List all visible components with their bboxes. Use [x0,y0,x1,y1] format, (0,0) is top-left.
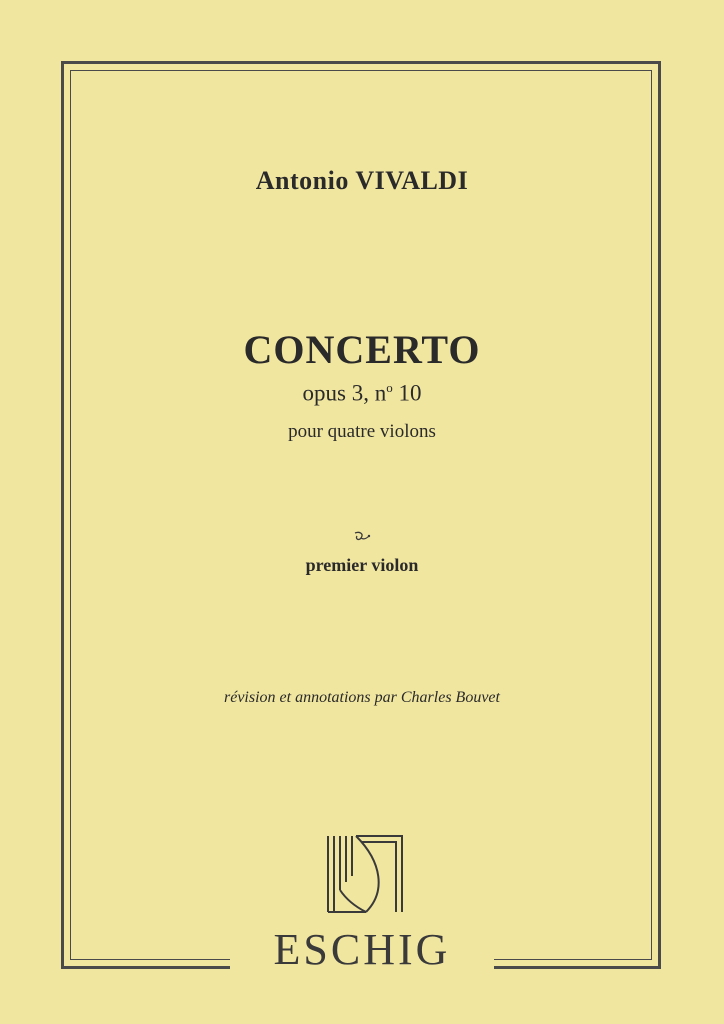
publisher-name: ESCHIG [273,925,451,974]
opus-suffix: 10 [392,380,422,406]
opus-number [0,380,724,407]
fleuron-icon [352,530,372,546]
opus-superscript: o [386,380,393,395]
instrumentation: pour quatre violons [288,421,436,442]
part-name: premier violon [305,555,419,575]
revision-credit: révision et annotations par Charles Bouvet [224,689,500,706]
eschig-logo-icon [322,832,406,916]
opus-prefix: opus 3, n [302,380,387,406]
composer-name: Antonio VIVALDI [255,166,469,195]
work-title: CONCERTO [243,327,481,372]
inner-border [70,70,652,960]
